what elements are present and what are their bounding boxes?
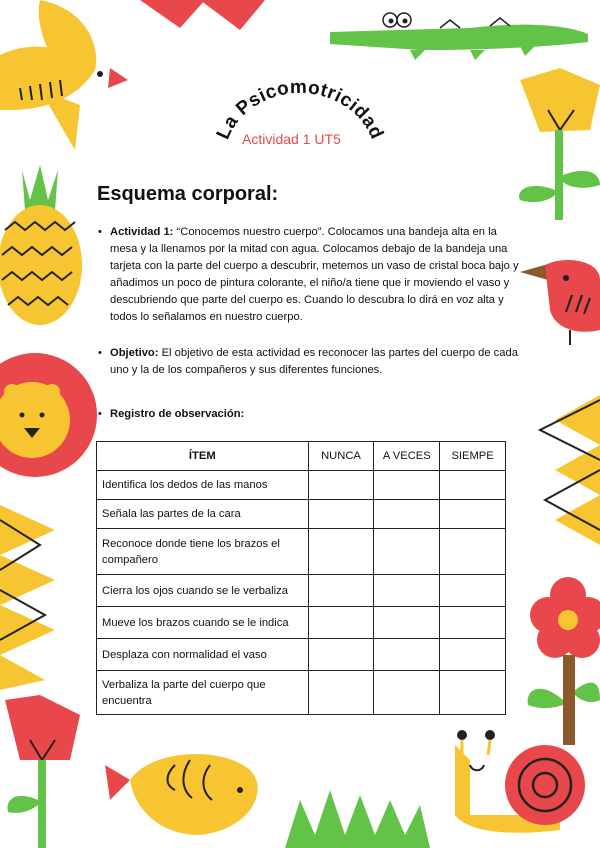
- row-item-label: Verbaliza la parte del cuerpo que encuentra: [97, 671, 309, 715]
- column-header-never: NUNCA: [308, 442, 374, 471]
- fish-icon: [105, 754, 258, 835]
- activity-label: Actividad 1:: [110, 226, 174, 238]
- column-header-item: ÍTEM: [97, 442, 309, 471]
- cell-never[interactable]: [308, 529, 374, 575]
- activity-text: “Conocemos nuestro cuerpo”. Colocamos una bandeja alta en la mesa y la llenamos por la mitad con agua. Colocamos debajo de la bandeja una tarjeta con la parte del cuerpo a descubrir, metemos un vaso de cristal boca bajo y añadimos un poco de pintura colorante, el niño/a tiene que ir moviendo el vaso y descubriendo que parte del cuerpo es. Cuando lo descubra lo dirá en voz alta y todos lo señalamos en nuestro cuerpo.: [110, 226, 519, 323]
- objective-label: Objetivo:: [110, 347, 159, 359]
- cell-never[interactable]: [308, 500, 374, 529]
- cell-always[interactable]: [440, 671, 506, 715]
- cell-always[interactable]: [440, 607, 506, 639]
- observation-table: [96, 441, 506, 715]
- pineapple-icon: [0, 165, 82, 325]
- flower-icon: [528, 577, 600, 745]
- table-row: [97, 500, 506, 529]
- bullet-icon: •: [98, 226, 102, 238]
- lion-icon: [0, 353, 97, 477]
- observation-record: [98, 406, 524, 423]
- row-item-label: Reconoce donde tiene los brazos el compañero: [97, 529, 309, 575]
- cell-sometimes[interactable]: [374, 575, 440, 607]
- arc-title: [200, 58, 400, 168]
- zigzag-border-left: [0, 505, 55, 690]
- cell-sometimes[interactable]: [374, 471, 440, 500]
- objective-text: El objetivo de esta actividad es reconocer las partes del cuerpo de cada uno y la de los compañeros y sus diferentes funciones.: [110, 347, 518, 376]
- column-header-always: SIEMPE: [440, 442, 506, 471]
- table-row: [97, 471, 506, 500]
- bullet-icon: •: [98, 347, 102, 359]
- grass-icon: [285, 790, 430, 848]
- table-row: [97, 639, 506, 671]
- row-item-label: Señala las partes de la cara: [97, 500, 309, 529]
- cell-never[interactable]: [308, 639, 374, 671]
- cell-never[interactable]: [308, 471, 374, 500]
- tulip-icon: [519, 68, 600, 220]
- page-title: La Psicomotricidad: [212, 76, 388, 143]
- cell-sometimes[interactable]: [374, 639, 440, 671]
- activity-description: [98, 224, 524, 326]
- section-heading: Esquema corporal:: [97, 183, 279, 205]
- zigzag-border-right: [540, 395, 600, 545]
- observation-label: Registro de observación:: [110, 408, 245, 420]
- bullet-icon: •: [98, 408, 102, 420]
- tulip-bottom-icon: [5, 695, 80, 848]
- cell-sometimes[interactable]: [374, 671, 440, 715]
- cell-always[interactable]: [440, 639, 506, 671]
- table-row: [97, 607, 506, 639]
- row-item-label: Cierra los ojos cuando se le verbaliza: [97, 575, 309, 607]
- cell-never[interactable]: [308, 607, 374, 639]
- cell-sometimes[interactable]: [374, 529, 440, 575]
- cell-always[interactable]: [440, 500, 506, 529]
- cell-never[interactable]: [308, 671, 374, 715]
- cell-always[interactable]: [440, 529, 506, 575]
- red-zigzag-top: [140, 0, 265, 30]
- row-item-label: Desplaza con normalidad el vaso: [97, 639, 309, 671]
- cell-sometimes[interactable]: [374, 500, 440, 529]
- cell-never[interactable]: [308, 575, 374, 607]
- column-header-sometimes: A VECES: [374, 442, 440, 471]
- table-row: [97, 575, 506, 607]
- table-row: [97, 529, 506, 575]
- crocodile-icon: [330, 13, 588, 60]
- row-item-label: Identifica los dedos de las manos: [97, 471, 309, 500]
- cell-sometimes[interactable]: [374, 607, 440, 639]
- table-header-row: [97, 442, 506, 471]
- row-item-label: Mueve los brazos cuando se le indica: [97, 607, 309, 639]
- toucan-icon: [520, 260, 600, 345]
- snail-icon: [455, 730, 585, 833]
- activity-subtitle: Actividad 1 UT5: [242, 131, 341, 147]
- objective-description: [98, 345, 524, 379]
- cell-always[interactable]: [440, 471, 506, 500]
- cell-always[interactable]: [440, 575, 506, 607]
- bird-icon: [0, 0, 128, 150]
- table-row: [97, 671, 506, 715]
